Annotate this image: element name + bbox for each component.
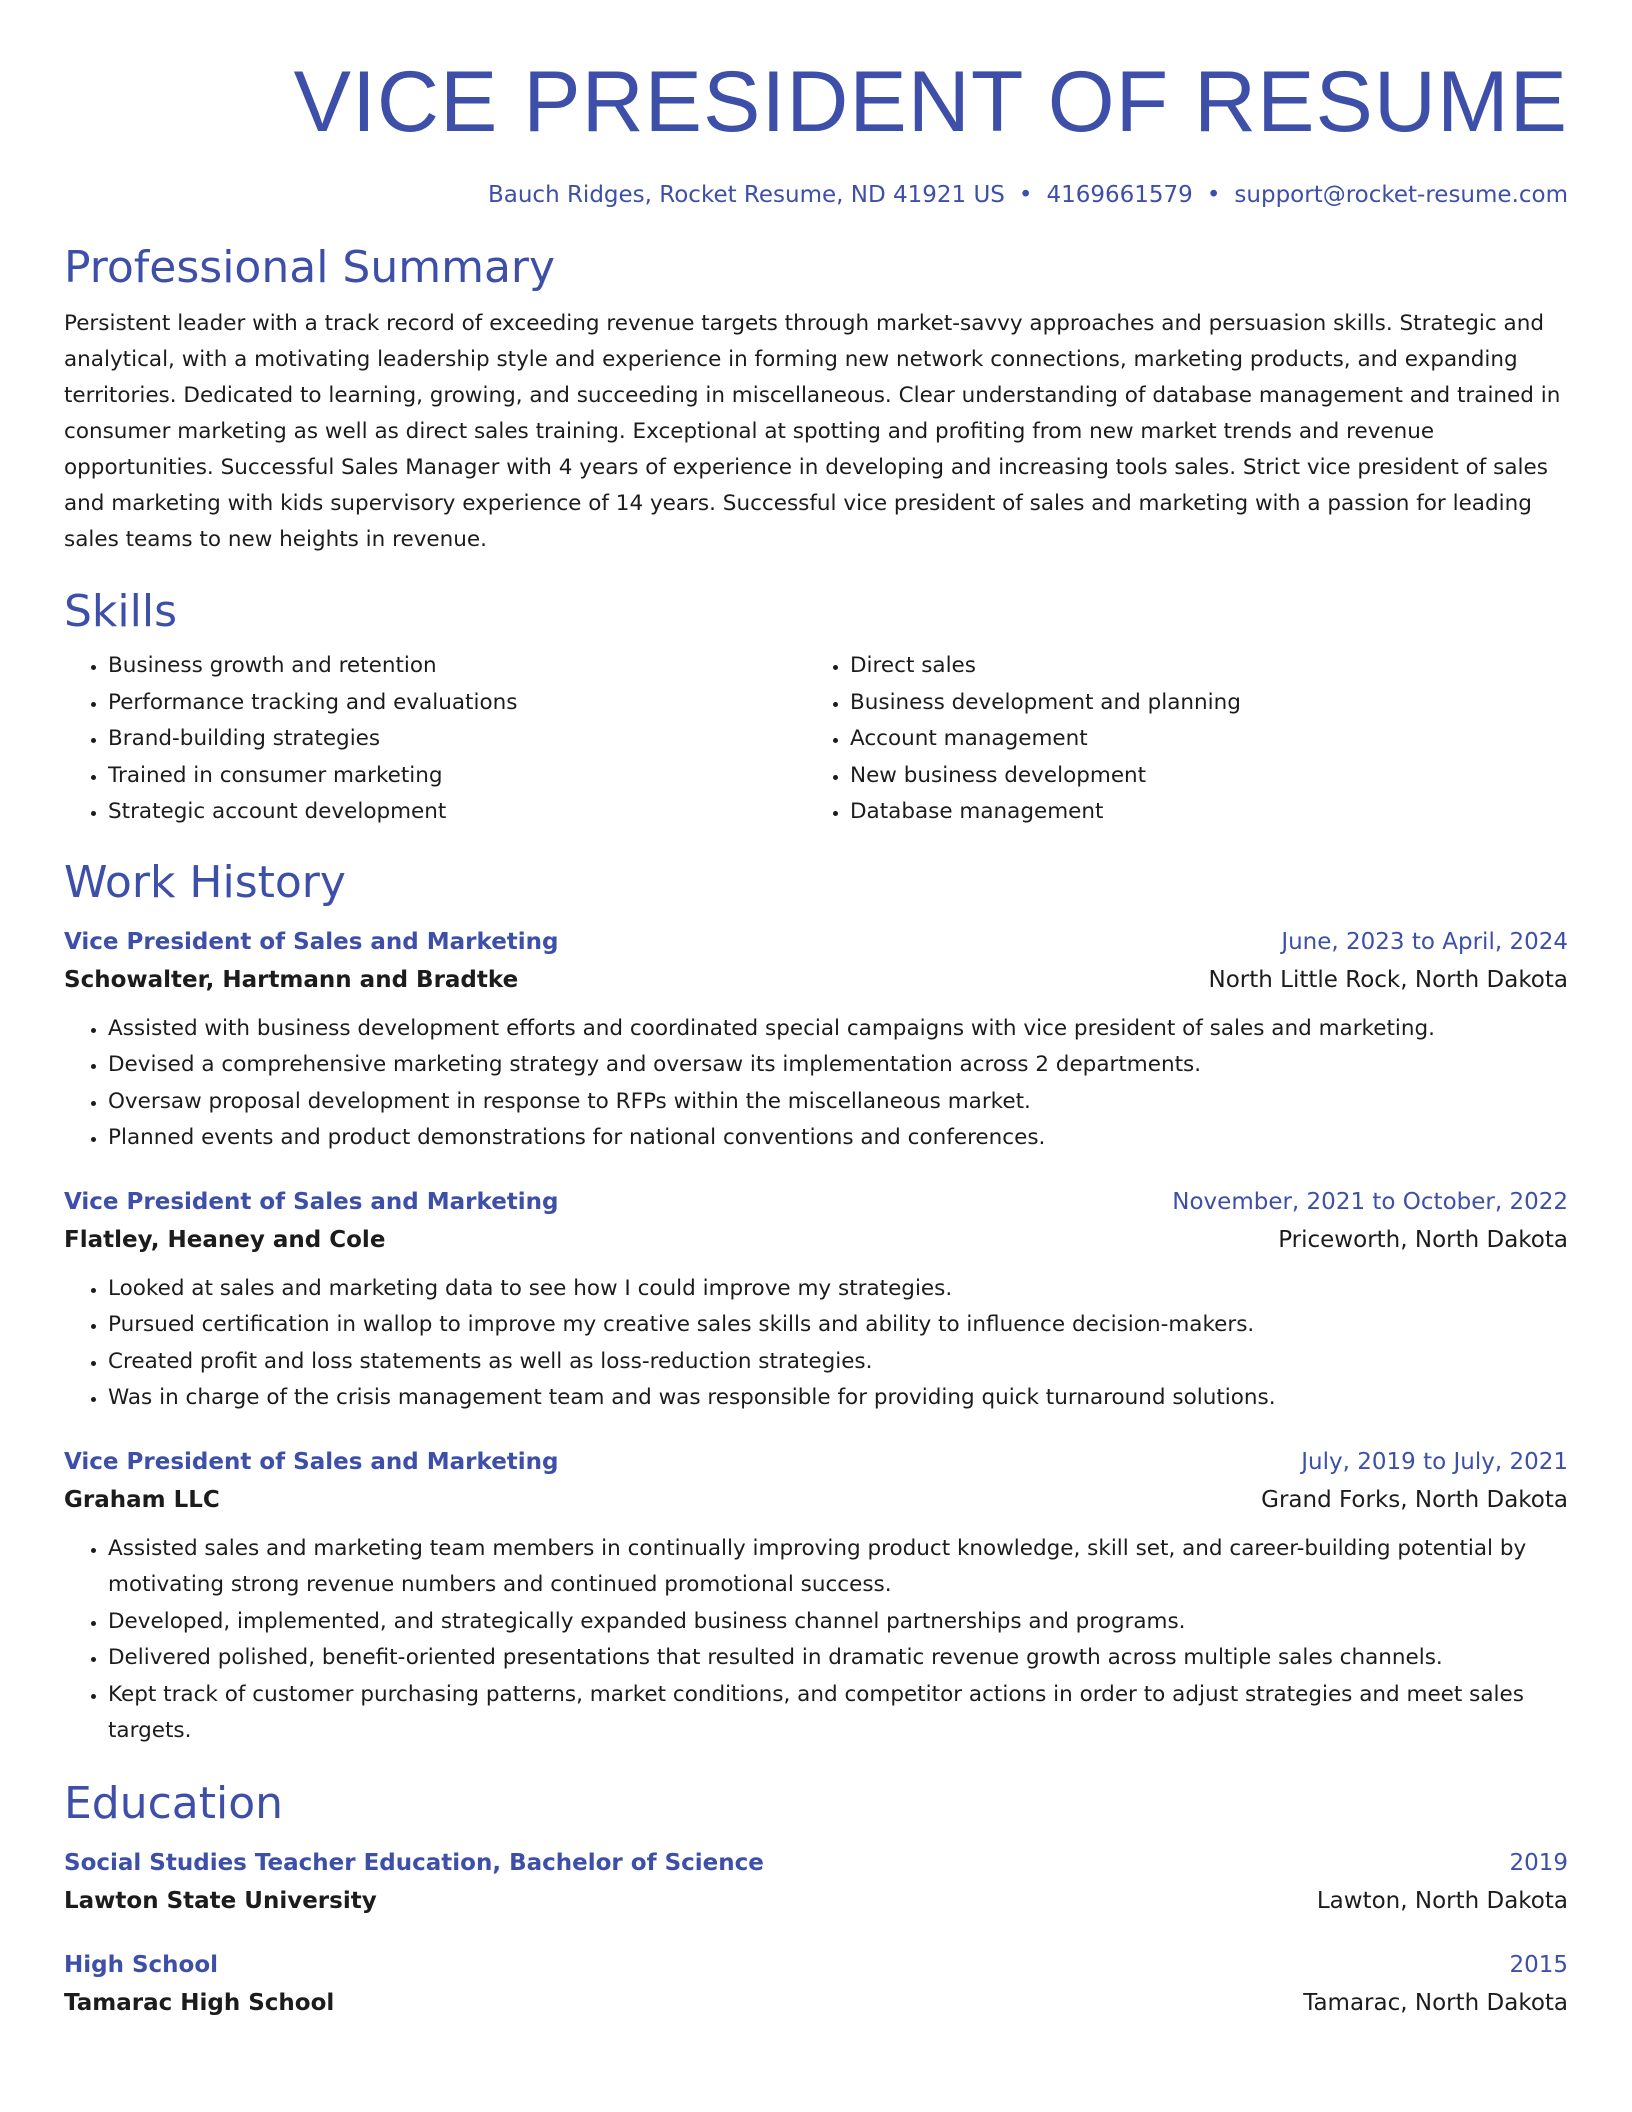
contact-separator: • <box>1206 182 1221 208</box>
skill-item: • New business development <box>850 758 1568 795</box>
skills-list-left <box>64 648 806 831</box>
job-title: Vice President of Sales and Marketing <box>64 1188 559 1215</box>
job-bullet: • Delivered polished, benefit-oriented presentations that resulted in dramatic revenue growth across multiple sales channels. <box>108 1640 1568 1677</box>
contact-phone: 4169661579 <box>1046 182 1193 208</box>
job-location: Priceworth, North Dakota <box>1278 1226 1568 1253</box>
education-degree: Social Studies Teacher Education, Bachelor of Science <box>64 1849 764 1876</box>
job-bullet: • Assisted sales and marketing team members in continually improving product knowledge, skill set, and career-building potential by motivating strong revenue numbers and continued promotional success. <box>108 1531 1568 1604</box>
job-entry <box>64 923 1568 1157</box>
job-company: Graham LLC <box>64 1486 220 1513</box>
skill-item: • Performance tracking and evaluations <box>108 685 806 722</box>
education-section <box>64 1776 1568 2022</box>
job-company-row <box>64 1481 1568 1519</box>
job-bullet: • Planned events and product demonstrations for national conventions and conferences. <box>108 1120 1568 1157</box>
job-dates: November, 2021 to October, 2022 <box>1172 1188 1568 1215</box>
job-header-row <box>64 1443 1568 1481</box>
job-bullet: • Developed, implemented, and strategically expanded business channel partnerships and programs. <box>108 1604 1568 1641</box>
job-header-row <box>64 1183 1568 1221</box>
job-company: Flatley, Heaney and Cole <box>64 1226 386 1253</box>
job-entry <box>64 1183 1568 1417</box>
summary-section <box>64 240 1568 558</box>
contact-separator: • <box>1018 182 1033 208</box>
job-bullet: • Devised a comprehensive marketing strategy and oversaw its implementation across 2 departments. <box>108 1047 1568 1084</box>
job-location: North Little Rock, North Dakota <box>1208 966 1568 993</box>
contact-email: support@rocket-resume.com <box>1234 182 1568 208</box>
section-title-summary: Professional Summary <box>64 242 556 293</box>
job-title: Vice President of Sales and Marketing <box>64 1448 559 1475</box>
education-location: Tamarac, North Dakota <box>1303 1989 1568 2016</box>
skill-item: • Database management <box>850 794 1568 831</box>
section-title-skills: Skills <box>64 586 178 637</box>
job-bullets <box>64 1271 1568 1417</box>
skills-list-right <box>806 648 1568 831</box>
skills-grid <box>64 648 1568 831</box>
education-entry <box>64 1844 1568 1920</box>
education-degree-row <box>64 1844 1568 1882</box>
job-company-row <box>64 1221 1568 1259</box>
job-company-row <box>64 961 1568 999</box>
skill-item: • Strategic account development <box>108 794 806 831</box>
skill-item: • Trained in consumer marketing <box>108 758 806 795</box>
education-school: Lawton State University <box>64 1887 377 1914</box>
work-history-section <box>64 855 1568 1750</box>
job-bullet: • Looked at sales and marketing data to see how I could improve my strategies. <box>108 1271 1568 1308</box>
job-company: Schowalter, Hartmann and Bradtke <box>64 966 519 993</box>
education-year: 2019 <box>1509 1849 1568 1876</box>
job-title: Vice President of Sales and Marketing <box>64 928 559 955</box>
contact-address: Bauch Ridges, Rocket Resume, ND 41921 US <box>487 182 1005 208</box>
education-degree: High School <box>64 1951 219 1978</box>
job-header-row <box>64 923 1568 961</box>
job-bullet: • Kept track of customer purchasing patterns, market conditions, and competitor actions in order to adjust strategies and meet sales targets. <box>108 1677 1568 1750</box>
summary-text: Persistent leader with a track record of exceeding revenue targets through market-savvy approaches and persuasion skills. Strategic and analytical, with a motivating leadership style and experience in forming new network connections, marketing products, and expanding territories. Dedicated to learning, growing, and succeeding in miscellaneous. Clear understanding of database management and trained in consumer marketing as well as direct sales training. Exceptional at spotting and profiting from new market trends and revenue opportunities. Successful Sales Manager with 4 years of experience in developing and increasing tools sales. Strict vice president of sales and marketing with kids supervisory experience of 14 years. Successful vice president of sales and marketing with a passion for leading sales teams to new heights in revenue. <box>64 311 1561 552</box>
resume-header <box>64 0 1568 210</box>
job-location: Grand Forks, North Dakota <box>1261 1486 1568 1513</box>
job-dates: July, 2019 to July, 2021 <box>1301 1448 1568 1475</box>
section-title-work-history: Work History <box>64 856 346 908</box>
skill-item: • Brand-building strategies <box>108 721 806 758</box>
education-school-row <box>64 1984 1568 2022</box>
job-entry <box>64 1443 1568 1750</box>
education-degree-row <box>64 1946 1568 1984</box>
skills-section <box>64 584 1568 831</box>
job-bullet: • Assisted with business development efforts and coordinated special campaigns with vice president of sales and marketing. <box>108 1011 1568 1048</box>
job-dates: June, 2023 to April, 2024 <box>1281 928 1568 955</box>
skill-item: • Account management <box>850 721 1568 758</box>
skill-item: • Direct sales <box>850 648 1568 685</box>
education-location: Lawton, North Dakota <box>1316 1887 1568 1914</box>
education-school-row <box>64 1882 1568 1920</box>
education-entry <box>64 1946 1568 2022</box>
job-bullet: • Created profit and loss statements as well as loss-reduction strategies. <box>108 1344 1568 1381</box>
education-year: 2015 <box>1509 1951 1568 1978</box>
candidate-name: VICE PRESIDENT OF RESUME <box>293 54 1568 150</box>
job-bullet: • Pursued certification in wallop to improve my creative sales skills and ability to influence decision-makers. <box>108 1307 1568 1344</box>
section-title-education: Education <box>64 1777 284 1829</box>
education-school: Tamarac High School <box>64 1989 335 2016</box>
skill-item: • Business development and planning <box>850 685 1568 722</box>
skill-item: • Business growth and retention <box>108 648 806 685</box>
contact-line <box>64 180 1568 210</box>
job-bullets <box>64 1011 1568 1157</box>
job-bullet: • Oversaw proposal development in response to RFPs within the miscellaneous market. <box>108 1084 1568 1121</box>
job-bullet: • Was in charge of the crisis management team and was responsible for providing quick turnaround solutions. <box>108 1380 1568 1417</box>
job-bullets <box>64 1531 1568 1750</box>
